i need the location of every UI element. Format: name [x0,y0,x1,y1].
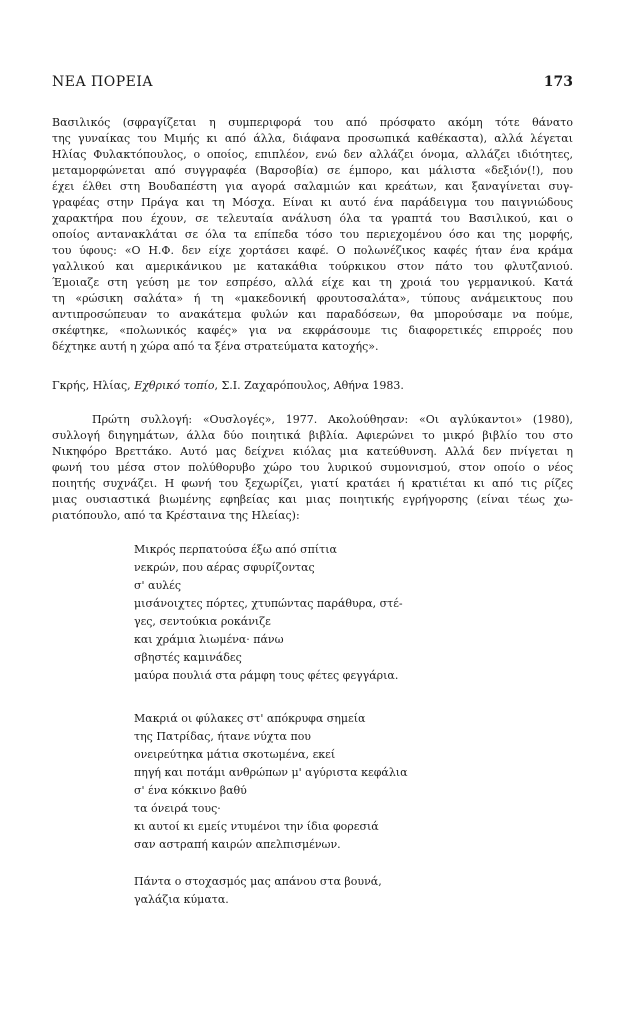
poem-line: μαύρα πουλιά στα ράμφη τους φέτες φεγγάρια. [134,669,399,682]
text-line: σκέφτηκε, «πολωνικός καφές» για να εκφράσουμε τις διαφορετικές επιρροές που [52,324,573,337]
poem-line: Μακριά οι φύλακες στ' απόκρυφα σημεία [134,712,366,725]
text-line: Βασιλικός (σφραγίζεται η συμπεριφορά του από πρόσφατο ακόμη τότε θάνατο [52,116,573,129]
poem-line: σ' αυλές [134,579,181,592]
citation-publisher: , Σ.Ι. Ζαχαρόπουλος, Αθήνα 1983. [214,379,404,392]
citation-title: Εχθρικό τοπίο [134,379,215,392]
poem-line: γαλάζια κύματα. [134,893,229,906]
text-line: του ύφους: «Ο Η.Φ. δεν είχε χορτάσει καφέ. Ο πολωνέζικος καφές ήταν ένα κράμα [52,244,573,257]
poem-line: τα όνειρά τους· [134,802,221,815]
poem-line: γες, σεντούκια ροκάνιζε [134,615,271,628]
text-line: ριατόπουλο, από τα Κρέσταινα της Ηλείας): [52,509,300,522]
text-line: φωνή του μέσα στον πολύθορυβο χώρο του λυρικού συμονισμού, στον οποίο ο νέος [52,461,573,474]
text-line: Έμοιαζε στη γεύση με τον εσπρέσο, αλλά είχε και τη χροιά του γερμανικού. Κατά [52,276,573,289]
text-line: γαλλικού και αμερικάνικου με κατακάθια τούρκικου στον πάτο του φλυτζανιού. [52,260,573,273]
text-line: γραφέας στην Πράγα και τη Μόσχα. Είναι κι αυτό ένα παράδειγμα του παιγνιώδους [52,196,573,209]
text-line: μεταμορφώνεται από συγγραφέα (Βαρσοβία) σε έμπορο, και μάλιστα «δεξιόν(!), που [52,164,573,177]
text-line: έχει έλθει στη Βουδαπέστη για αγορά σαλαμιών και κρεάτων, και ξαναγίνεται συγ- [52,180,573,193]
text-line: δέχτηκε αυτή η χώρα από τα ξένα στρατεύματα κατοχής». [52,340,379,353]
text-line: χαρακτήρα που έχουν, σε τελευταία ανάλυση όλα τα γραπτά του Βασιλικού, και ο [52,212,573,225]
citation-author: Γκρής, Ηλίας, [52,379,135,392]
poem-line: μισάνοιχτες πόρτες, χτυπώντας παράθυρα, στέ- [134,597,403,610]
page-number: 173 [543,74,573,90]
poem-line: και χράμια λιωμένα· πάνω [134,633,284,646]
text-line: μιας ουσιαστικά βιωμένης εφηβείας και μιας ποιητικής εγρήγορσης (είναι τέως χω- [52,493,573,506]
poem-line: της Πατρίδας, ήτανε νύχτα που [134,730,311,743]
poem-line: Μικρός περπατούσα έξω από σπίτια [134,543,337,556]
running-header [52,74,573,94]
poem-line: σ' ένα κόκκινο βαθύ [134,784,247,797]
poem-line: πηγή και ποτάμι ανθρώπων μ' αγύριστα κεφάλια [134,766,408,779]
poem-line: ονειρεύτηκα μάτια σκοτωμένα, εκεί [134,748,336,761]
book-citation [52,378,573,393]
poem-line: σβηστές καμινάδες [134,651,242,664]
poem-line: σαν αστραπή καιρών απελπισμένων. [134,838,341,851]
poem-line: κι αυτοί κι εμείς ντυμένοι την ίδια φορεσιά [134,820,379,833]
text-line: της γυναίκας του Μιμής κι από άλλα, διάφανα προσωπικά καθέκαστα), αλλά λέγεται [52,132,573,145]
text-line: Ηλίας Φυλακτόπουλος, ο οποίος, επιπλέον, ενώ δεν αλλάζει όνομα, αλλάζει ιδιότητες, [52,148,573,161]
text-line: Πρώτη συλλογή: «Ουσλογές», 1977. Ακολούθησαν: «Οι αγλύκαντοι» (1980), [92,413,573,426]
text-line: Νικηφόρο Βρεττάκο. Αυτό μας δείχνει κιόλας μια κατεύθυνση. Αλλά δεν πνίγεται η [52,445,573,458]
poem-line: Πάντα ο στοχασμός μας απάνου στα βουνά, [134,875,382,888]
text-line: τη «ρώσικη σαλάτα» ή τη «μακεδονική φρουτοσαλάτα», τύπους ανάμεικτους που [52,292,573,305]
text-line: ποιητής συχνάζει. Η φωνή του ξεχωρίζει, γιατί κρατάει ή κρατιέται κι από τις ρίζες [52,477,573,490]
journal-title: ΝΕΑ ΠΟΡΕΙΑ [52,74,153,90]
poem-line: νεκρών, που αέρας σφυρίζοντας [134,561,315,574]
text-line: συλλογή διηγημάτων, άλλα δύο ποιητικά βιβλία. Αφιερώνει το μικρό βιβλίο του στο [52,429,573,442]
text-line: αντιπροσώπευαν το ανακάτεμα φυλών και παραδόσεων, θα μπορούσαμε να πούμε, [52,308,573,321]
text-line: οποίος αντανακλάται σε όλα τα επίπεδα τόσο του περιεχομένου όσο και της μορφής, [52,228,573,241]
